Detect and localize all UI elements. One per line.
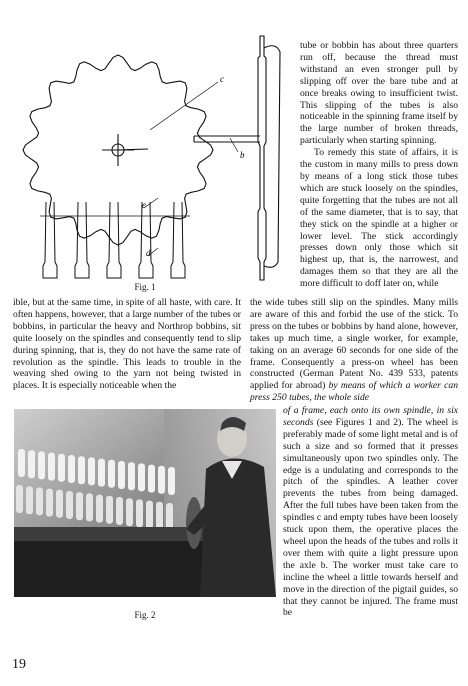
paragraph: tube or bobbin has about three quarters run off, because the thread must withstand an even stronger pull by slipping off over the bare tube and at once breaks owing to insufficient twist. This slipping of the tubes is also noticeable in the spinning frame itself by the large number of broken threads, particularly when starting spinning. — [300, 40, 458, 147]
bobbin — [108, 460, 115, 488]
page-number: 19 — [12, 657, 26, 672]
text-column-left — [13, 297, 241, 392]
text-column-right-middle — [250, 297, 458, 404]
bobbin — [56, 490, 63, 518]
emphasized-text: of a frame, each onto its own spindle, in six seconds — [283, 405, 458, 428]
label-d: d — [146, 248, 151, 258]
tube-2 — [75, 202, 89, 278]
bobbin — [106, 496, 113, 524]
bobbin — [88, 457, 95, 485]
bobbin — [146, 501, 153, 529]
tube-4 — [139, 202, 153, 278]
bobbin — [156, 502, 163, 530]
bobbin — [128, 462, 135, 490]
bobbin — [66, 491, 73, 519]
bobbin — [158, 466, 165, 494]
bobbin — [48, 453, 55, 481]
paragraph-text: (see Figures 1 and 2). The wheel is preferably made of some light metal and is of such a size and so formed that it presses simultaneously upon two spindles only. The edge is a undulating and corresponds to the pitch of the spindles. A leather cover prevents the tubes from being damaged. After the full tubes have been taken from the spindles c and empty tubes have been loosely stuck upon them, the operative places the wheel upon the heads of the tubes and rolls it over them with quite a light pressure upon the axle b. The worker must take care to incline the wheel a little towards herself and move in the direction of the pigtail guides, so that they cannot be injured. The frame must be — [283, 416, 458, 619]
bobbin — [28, 450, 35, 478]
paragraph: ible, but at the same time, in spite of all haste, with care. It often happens, however, that a large number of the tubes or bobbins, in particular the heavy and Northrop bobbins, sit quite loosely on the spindles and consequently tend to slip during spinning, that is, they do not have the same rate of revolution as the spindle. This leads to trouble in the weaving shed owing to the yarn not being twisted in places. It is especially noticeable when the — [13, 297, 241, 392]
bobbin — [136, 499, 143, 527]
label-b: b — [240, 150, 245, 160]
bobbin — [68, 455, 75, 483]
figure-2-caption: Fig. 2 — [134, 610, 156, 620]
bobbin — [86, 493, 93, 521]
bobbin — [168, 467, 175, 495]
bobbin — [98, 459, 105, 487]
bobbin — [148, 465, 155, 493]
emphasized-text: by means of which a worker can press 250 tubes, the whole side — [250, 380, 458, 404]
figure-1-drawing — [20, 12, 290, 294]
text-column-right-bottom — [283, 405, 458, 619]
bobbin — [16, 485, 23, 513]
figure-1-caption: Fig. 1 — [134, 282, 156, 292]
bobbin — [138, 463, 145, 491]
bobbin — [46, 489, 53, 517]
bobbin — [58, 454, 65, 482]
paragraph: To remedy this state of affairs, it is the custom in many mills to press down by means of a long stick those tubes which are stuck loosely on the spindles, quite forgetting that the tubes are not all of the same diameter, that is to say, that they stick on the spindle at a higher or lower level. The stick accordingly presses down only those which sit highest up, that is, the narrowest, and damages them so that they are all the more difficult to doff later on, while — [300, 147, 458, 290]
bobbin — [36, 487, 43, 515]
bobbin — [78, 456, 85, 484]
bobbin — [126, 498, 133, 526]
tube-3 — [107, 202, 121, 278]
bobbin — [76, 492, 83, 520]
label-e: e — [142, 200, 146, 210]
bobbin — [166, 503, 173, 531]
bobbin — [118, 461, 125, 489]
label-c: c — [220, 74, 224, 84]
text-column-right-top — [300, 40, 458, 290]
bobbin — [96, 495, 103, 523]
bobbin — [26, 486, 33, 514]
bobbin — [18, 449, 25, 477]
figure-2-photograph — [14, 409, 276, 597]
bobbin — [116, 497, 123, 525]
bobbin — [38, 451, 45, 479]
paragraph-text: the wide tubes still slip on the spindles. Many mills are aware of this and forbid the use of the stick. To press on the tubes or bobbins by hand alone, however, takes up much time, a single worker, for example, taking on an average 60 seconds for one side of the frame. Consequently a press-on wheel has been constructed (German Patent No. 439 533, patents applied for abroad) — [250, 297, 458, 392]
tube-5 — [171, 202, 185, 278]
